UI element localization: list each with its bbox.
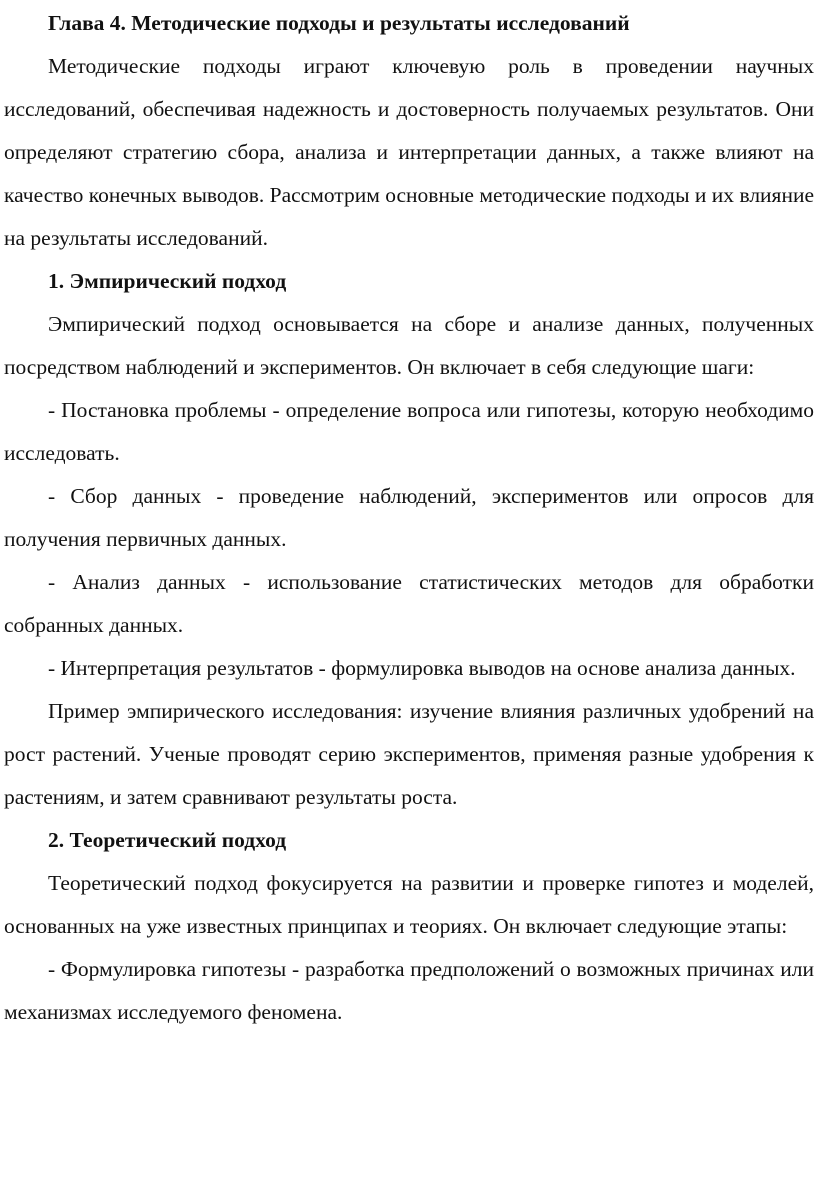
section-1-step-1: - Постановка проблемы - определение вопроса или гипотезы, которую необходимо исследовать. [4,398,814,465]
section-2-heading: 2. Теоретический подход [48,828,287,852]
section-1-intro: Эмпирический подход основывается на сборе и анализе данных, полученных посредством наблюдений и экспериментов. Он включает в себя следующие шаги: [4,312,814,379]
section-1-step-2: - Сбор данных - проведение наблюдений, экспериментов или опросов для получения первичных данных. [4,484,814,551]
section-1-heading: 1. Эмпирический подход [48,269,287,293]
section-2-intro: Теоретический подход фокусируется на развитии и проверке гипотез и моделей, основанных на уже известных принципах и теориях. Он включает следующие этапы: [4,871,814,938]
section-1-step-3: - Анализ данных - использование статистических методов для обработки собранных данных. [4,570,814,637]
section-1-step-4: - Интерпретация результатов - формулировка выводов на основе анализа данных. [48,656,796,680]
section-2-step-1: - Формулировка гипотезы - разработка предположений о возможных причинах или механизмах исследуемого феномена. [4,957,814,1024]
intro-paragraph: Методические подходы играют ключевую роль в проведении научных исследований, обеспечивая надежность и достоверность получаемых результатов. Они определяют стратегию сбора, анализа и интерпретации данных, а также влияют на качество конечных выводов. Рассмотрим основные методические подходы и их влияние на результаты исследований. [4,54,814,250]
chapter-title: Глава 4. Методические подходы и результаты исследований [48,11,630,35]
section-1-example: Пример эмпирического исследования: изучение влияния различных удобрений на рост растений. Ученые проводят серию экспериментов, применяя разные удобрения к растениям, и затем сравнивают результаты роста. [4,699,814,809]
